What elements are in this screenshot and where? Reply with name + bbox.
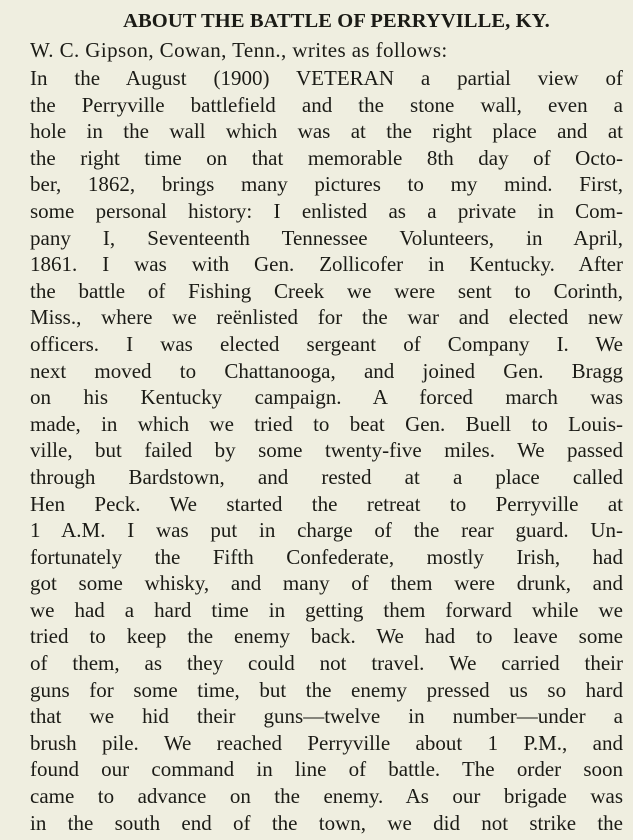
- body-line: 1 A.M. I was put in charge of the rear guard. Un-: [30, 518, 623, 543]
- body-line: some personal history: I enlisted as a private in Com-: [30, 198, 623, 223]
- article-body: [30, 65, 623, 836]
- body-line: Miss., where we reënlisted for the war and elected new: [30, 305, 623, 330]
- body-line: the battle of Fishing Creek we were sent to Corinth,: [30, 278, 623, 303]
- body-line: got some whisky, and many of them were drunk, and: [30, 571, 623, 596]
- body-line: tried to keep the enemy back. We had to leave some: [30, 624, 623, 649]
- article-byline: W. C. Gipson, Cowan, Tenn., writes as follows:: [30, 38, 448, 62]
- body-line: the right time on that memorable 8th day of Octo-: [30, 145, 623, 170]
- body-line: next moved to Chattanooga, and joined Gen. Bragg: [30, 358, 623, 383]
- body-line: hole in the wall which was at the right place and at: [30, 119, 623, 144]
- body-line: in the south end of the town, we did not strike the: [30, 810, 623, 835]
- body-line: on his Kentucky campaign. A forced march was: [30, 385, 623, 410]
- body-line: of them, as they could not travel. We carried their: [30, 651, 623, 676]
- body-line: ber, 1862, brings many pictures to my mind. First,: [30, 172, 623, 197]
- body-line: pany I, Seventeenth Tennessee Volunteers, in April,: [30, 225, 623, 250]
- body-line: made, in which we tried to beat Gen. Buell to Louis-: [30, 411, 623, 436]
- body-line: In the August (1900) VETERAN a partial view of: [30, 66, 623, 90]
- body-line: through Bardstown, and rested at a place called: [30, 464, 623, 489]
- body-line: guns for some time, but the enemy pressed us so hard: [30, 677, 623, 702]
- body-line: the Perryville battlefield and the stone wall, even a: [30, 92, 623, 117]
- body-line: 1861. I was with Gen. Zollicofer in Kentucky. After: [30, 252, 623, 277]
- body-line: we had a hard time in getting them forward while we: [30, 597, 623, 622]
- body-line: fortunately the Fifth Confederate, mostly Irish, had: [30, 544, 623, 569]
- body-line: found our command in line of battle. The order soon: [30, 757, 623, 782]
- body-line: brush pile. We reached Perryville about 1 P.M., and: [30, 730, 623, 755]
- body-line: came to advance on the enemy. As our brigade was: [30, 784, 623, 809]
- body-line: Hen Peck. We started the retreat to Perryville at: [30, 491, 623, 516]
- body-line: that we hid their guns—twelve in number—under a: [30, 704, 623, 729]
- body-line: ville, but failed by some twenty-five miles. We passed: [30, 438, 623, 463]
- article-title: ABOUT THE BATTLE OF PERRYVILLE, KY.: [123, 10, 550, 32]
- body-line: officers. I was elected sergeant of Company I. We: [30, 331, 623, 356]
